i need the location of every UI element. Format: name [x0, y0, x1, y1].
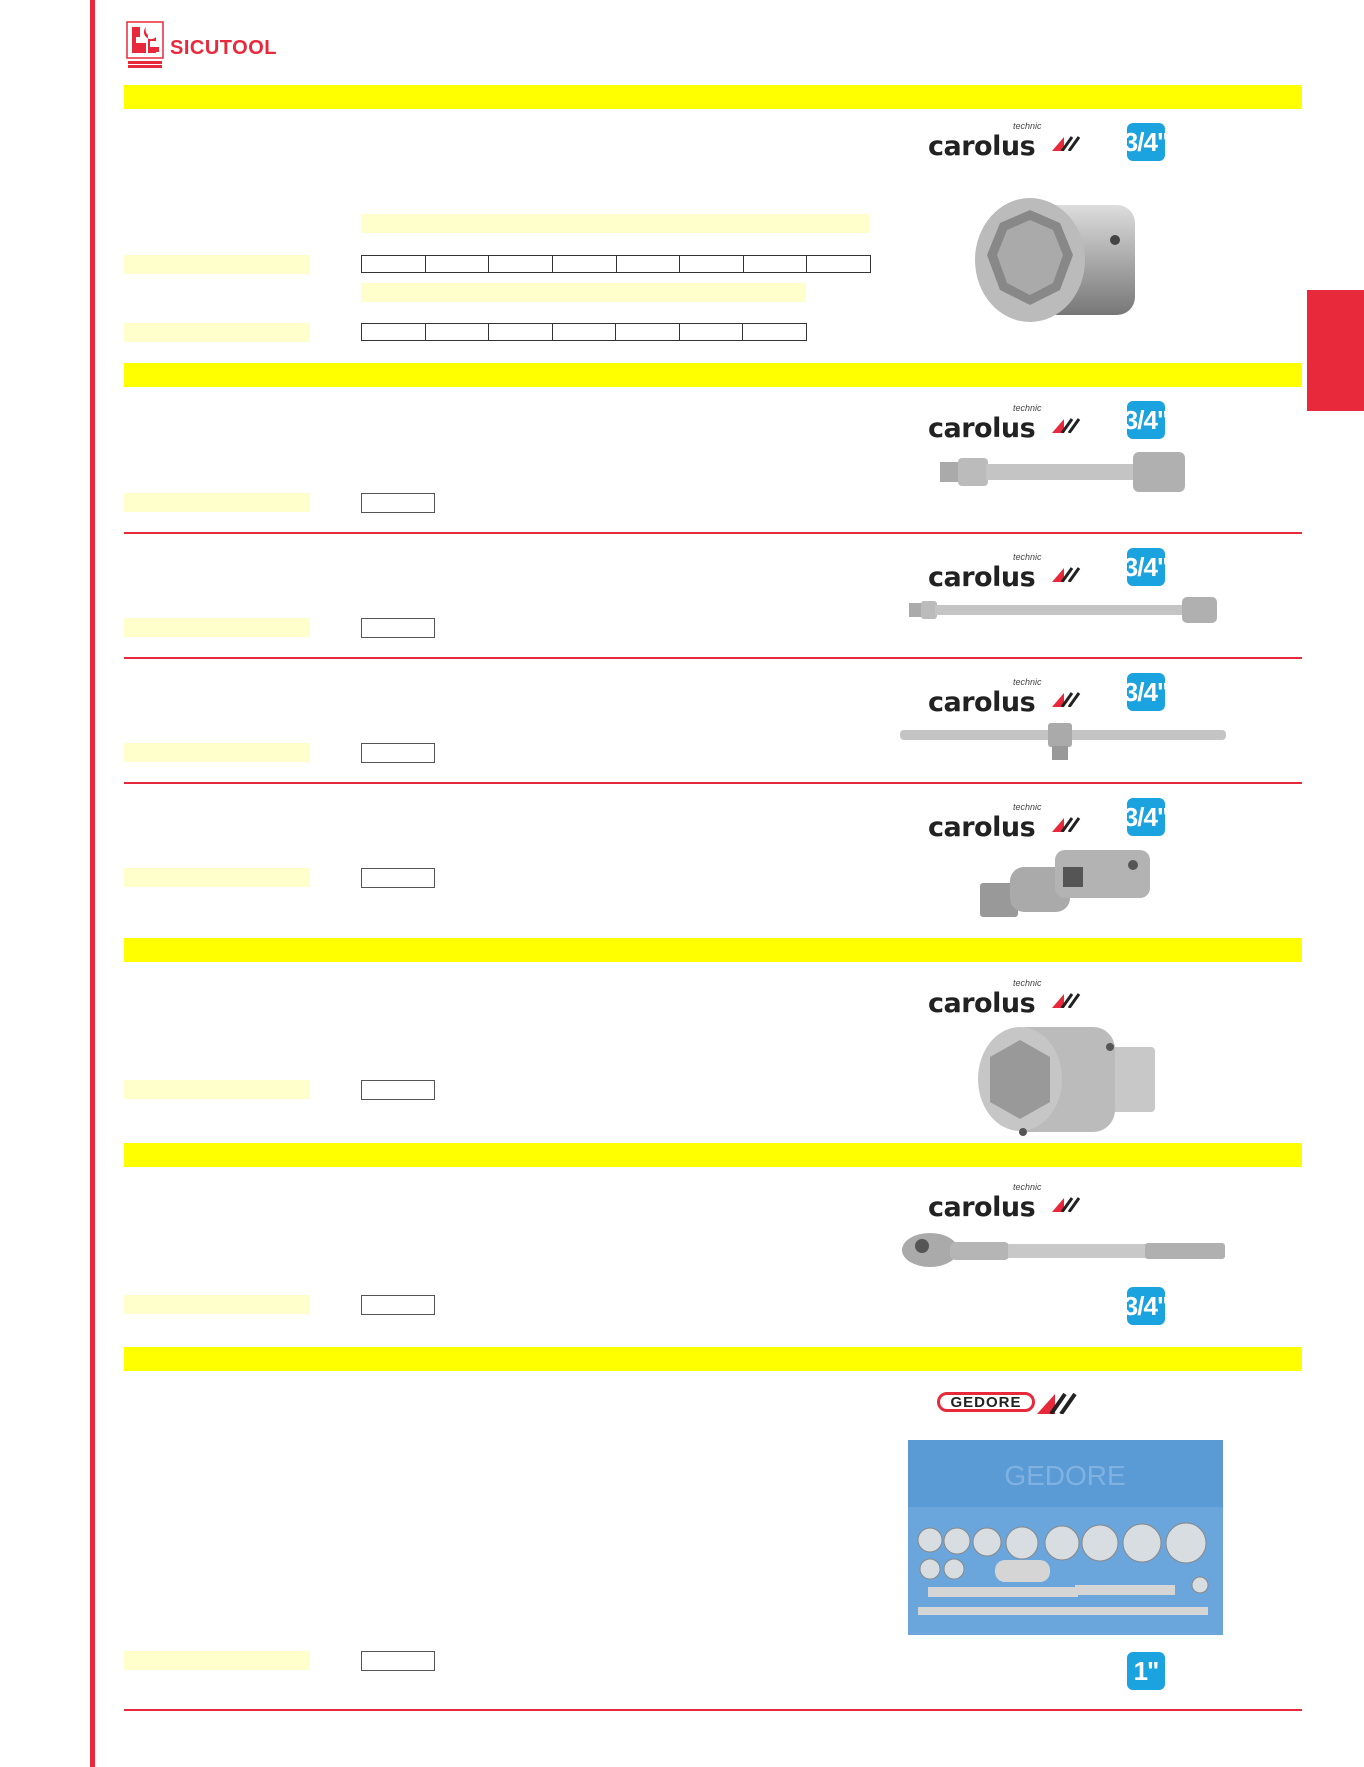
gedore-wordmark: GEDORE — [937, 1392, 1035, 1412]
section-header-bar — [124, 85, 1302, 109]
carolus-stripes-icon — [1052, 816, 1082, 832]
drive-size-badge: 3/4" — [1127, 673, 1165, 711]
left-margin-rule — [90, 0, 95, 1767]
size-cell[interactable] — [426, 256, 490, 272]
size-cell[interactable] — [489, 256, 553, 272]
size-grid-row-2 — [361, 323, 807, 341]
size-grid-row-1 — [361, 255, 871, 273]
extension-bar-icon — [938, 450, 1190, 495]
chapter-side-tab — [1307, 290, 1364, 411]
size-cell[interactable] — [489, 324, 553, 340]
svg-text:GEDORE: GEDORE — [1004, 1460, 1126, 1491]
article-code-label — [124, 1651, 310, 1670]
article-code-field[interactable] — [361, 1651, 435, 1671]
section-divider — [124, 1709, 1302, 1711]
section-header-bar — [124, 363, 1302, 387]
carolus-stripes-icon — [1052, 1196, 1082, 1212]
extension-bar-icon — [907, 595, 1221, 625]
carolus-subtext: technic — [1013, 978, 1042, 988]
article-code-field[interactable] — [361, 868, 435, 888]
drive-size-badge: 3/4" — [1127, 401, 1165, 439]
article-code-field[interactable] — [361, 493, 435, 513]
section-divider — [124, 782, 1302, 784]
carolus-logo — [928, 121, 1078, 161]
carolus-stripes-icon — [1052, 691, 1082, 707]
carolus-stripes-icon — [1052, 566, 1082, 582]
carolus-subtext: technic — [1013, 121, 1042, 131]
carolus-subtext: technic — [1013, 552, 1042, 562]
carolus-logo — [928, 802, 1078, 842]
carolus-subtext: technic — [1013, 802, 1042, 812]
carolus-stripes-icon — [1052, 992, 1082, 1008]
toolbox-set-icon — [900, 1435, 1230, 1640]
drive-size-badge: 3/4" — [1127, 1287, 1165, 1325]
carolus-wordmark: carolus — [928, 687, 1036, 718]
size-cell[interactable] — [807, 256, 870, 272]
size-cell[interactable] — [616, 324, 680, 340]
article-code-label — [124, 1295, 310, 1314]
section-divider — [124, 532, 1302, 534]
carolus-wordmark: carolus — [928, 131, 1036, 162]
drive-size-badge: 3/4" — [1127, 123, 1165, 161]
section-header-bar — [124, 1143, 1302, 1167]
carolus-wordmark: carolus — [928, 562, 1036, 593]
carolus-stripes-icon — [1052, 417, 1082, 433]
section-header-bar — [124, 938, 1302, 962]
article-code-label — [124, 868, 310, 887]
carolus-stripes-icon — [1052, 135, 1082, 151]
article-code-label — [124, 323, 310, 342]
size-cell[interactable] — [617, 256, 681, 272]
gedore-stripes-icon — [1037, 1392, 1077, 1414]
drive-size-badge: 3/4" — [1127, 798, 1165, 836]
section-divider — [124, 657, 1302, 659]
article-code-label — [124, 618, 310, 637]
t-handle-icon — [898, 720, 1230, 762]
carolus-subtext: technic — [1013, 1182, 1042, 1192]
carolus-wordmark: carolus — [928, 413, 1036, 444]
article-code-label — [124, 255, 310, 274]
carolus-logo — [928, 1182, 1078, 1222]
size-header-field — [361, 283, 806, 302]
ratchet-icon — [900, 1230, 1230, 1275]
adaptor-icon — [975, 1022, 1160, 1137]
universal-joint-icon — [975, 845, 1155, 930]
size-cell[interactable] — [680, 256, 744, 272]
size-cell[interactable] — [680, 324, 744, 340]
size-cell[interactable] — [362, 256, 426, 272]
carolus-subtext: technic — [1013, 403, 1042, 413]
carolus-logo — [928, 978, 1078, 1018]
size-cell[interactable] — [743, 324, 806, 340]
company-name: SICUTOOL — [170, 37, 277, 59]
carolus-logo — [928, 552, 1078, 592]
size-cell[interactable] — [553, 324, 617, 340]
carolus-logo — [928, 403, 1078, 443]
section-header-bar — [124, 1347, 1302, 1371]
carolus-subtext: technic — [1013, 677, 1042, 687]
article-code-field[interactable] — [361, 1295, 435, 1315]
size-cell[interactable] — [426, 324, 490, 340]
article-code-label — [124, 1080, 310, 1099]
drive-size-badge: 1" — [1127, 1652, 1165, 1690]
socket-icon — [975, 195, 1150, 325]
article-code-field[interactable] — [361, 1080, 435, 1100]
article-code-label — [124, 493, 310, 512]
carolus-logo — [928, 677, 1078, 717]
size-cell[interactable] — [553, 256, 617, 272]
sicutool-emblem-icon — [126, 21, 164, 69]
size-cell[interactable] — [744, 256, 808, 272]
carolus-wordmark: carolus — [928, 812, 1036, 843]
article-code-field[interactable] — [361, 743, 435, 763]
carolus-wordmark: carolus — [928, 1192, 1036, 1223]
carolus-wordmark: carolus — [928, 988, 1036, 1019]
size-cell[interactable] — [362, 324, 426, 340]
article-code-field[interactable] — [361, 618, 435, 638]
article-code-label — [124, 743, 310, 762]
size-header-field — [361, 214, 869, 233]
drive-size-badge: 3/4" — [1127, 548, 1165, 586]
gedore-logo — [937, 1390, 1087, 1418]
